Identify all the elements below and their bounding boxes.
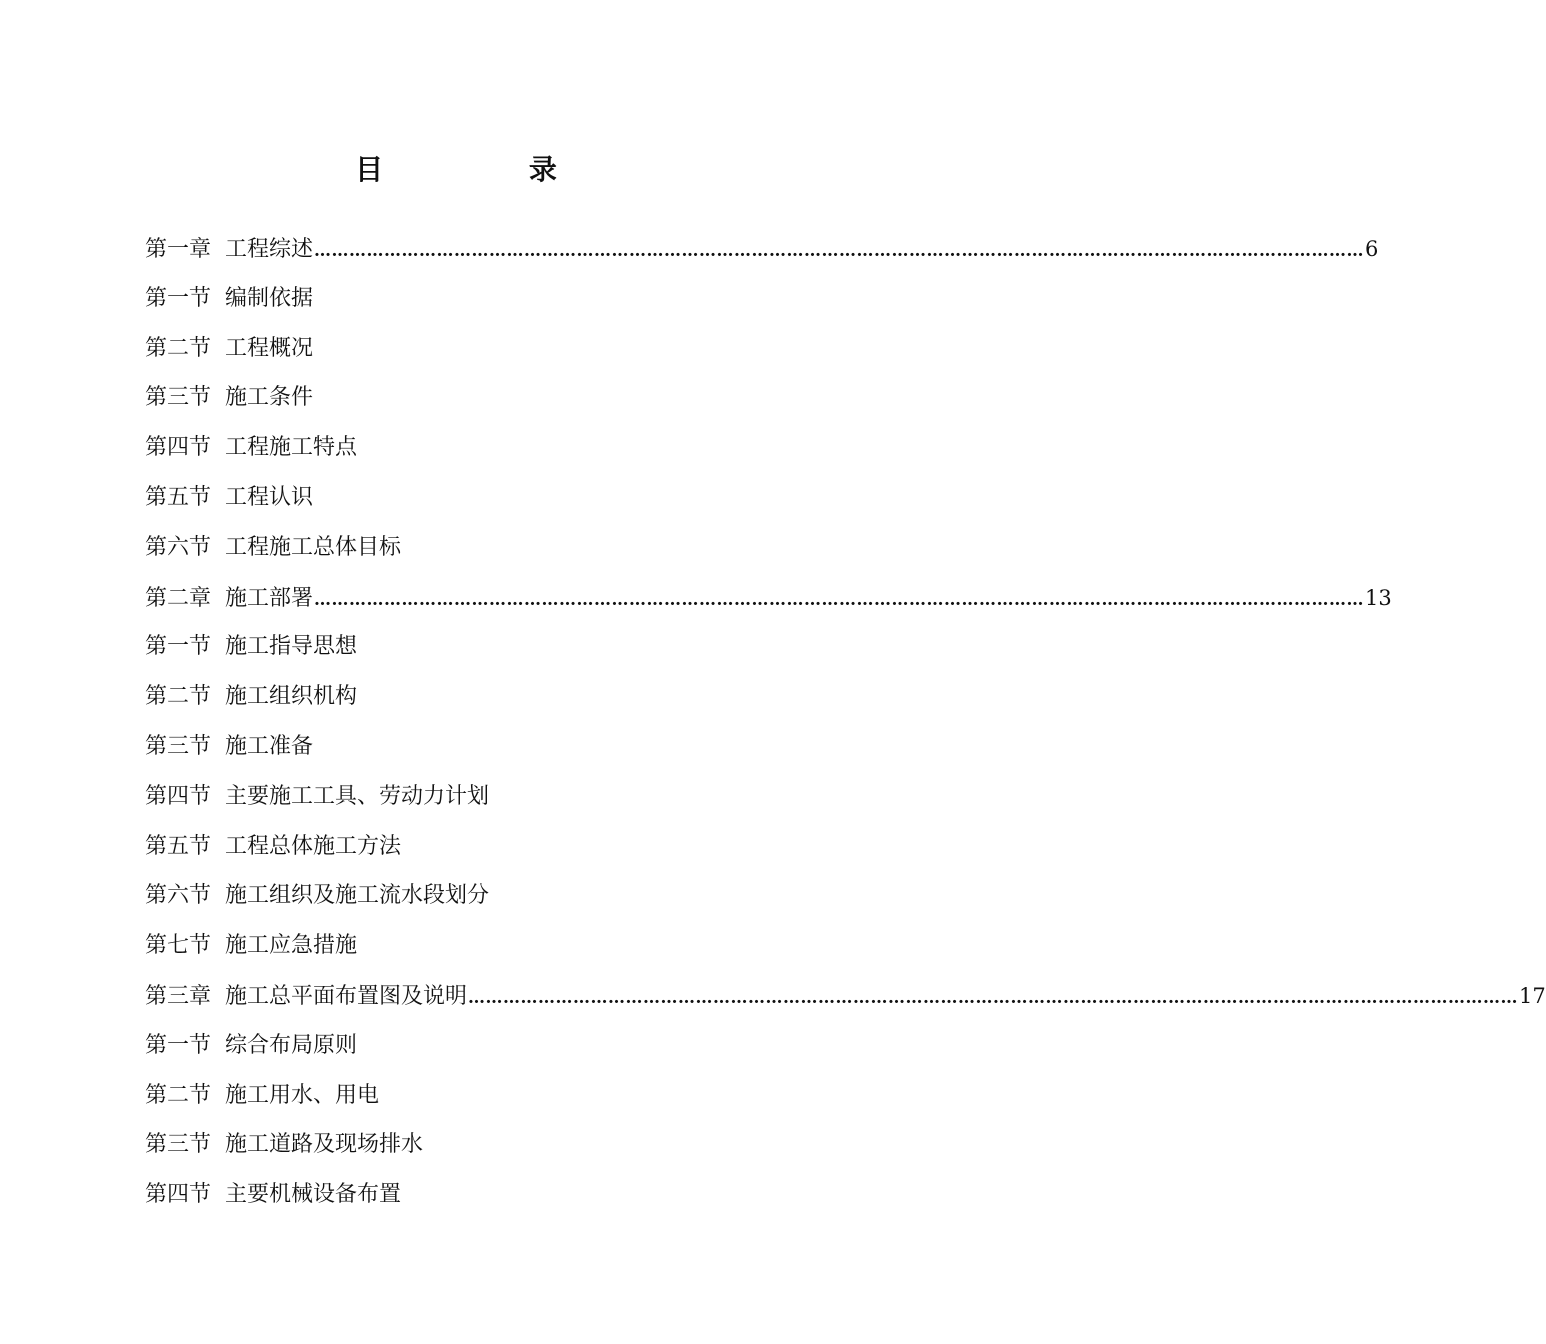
toc-dot-leader: ……………………………………………………………………………………………………………………………………………………………… <box>314 589 1365 610</box>
toc-entry-title: 施工总平面布置图及说明 <box>225 983 468 1009</box>
toc-entry-number: 第七节 <box>145 933 212 959</box>
toc-entry-title: 工程综述 <box>225 237 314 262</box>
toc-section-entry <box>145 478 827 528</box>
toc-section-entry <box>145 1076 827 1126</box>
toc-entry-number: 第五节 <box>145 484 212 510</box>
toc-section-entry <box>145 627 827 677</box>
toc-entry-number: 第二节 <box>145 1082 212 1108</box>
toc-entry-title: 施工指导思想 <box>225 634 358 660</box>
toc-entry-number: 第三节 <box>145 733 212 759</box>
toc-page-number: 13 <box>1365 585 1392 610</box>
toc-entry-title: 施工应急措施 <box>225 933 358 959</box>
toc-entry-number: 第二章 <box>145 585 212 611</box>
toc-section-entry <box>145 279 827 329</box>
toc-entry-number: 第四节 <box>145 783 212 809</box>
toc-entry-title: 施工条件 <box>225 385 314 411</box>
toc-section-entry <box>145 378 827 428</box>
toc-entry-title: 工程施工总体目标 <box>225 534 402 560</box>
toc-chapter-entry <box>145 229 1379 279</box>
toc-entry-title: 工程概况 <box>225 335 314 361</box>
toc-entry-number: 第三章 <box>145 983 212 1009</box>
toc-section-entry <box>145 1026 827 1076</box>
toc-section-entry <box>145 926 827 976</box>
toc-section-entry <box>145 727 827 777</box>
toc-dot-leader: ……………………………………………………………………………………………………………………………………………………………… <box>468 987 1519 1008</box>
toc-entry-title: 编制依据 <box>225 285 314 311</box>
toc-entry-number: 第二节 <box>145 684 212 710</box>
toc-entry-title: 工程施工特点 <box>225 435 358 461</box>
toc-entry-title: 施工准备 <box>225 733 314 759</box>
toc-entry-title: 施工用水、用电 <box>225 1082 380 1108</box>
toc-section-entry <box>145 777 827 827</box>
toc-entry-number: 第一节 <box>145 285 212 311</box>
toc-list <box>145 229 1546 1225</box>
toc-title: 目 录 <box>355 153 625 186</box>
toc-entry-title: 施工组织机构 <box>225 684 358 710</box>
toc-section-entry <box>145 329 827 379</box>
toc-page-number: 6 <box>1365 237 1379 261</box>
toc-entry-title: 工程认识 <box>225 484 314 510</box>
toc-entry-title: 施工道路及现场排水 <box>225 1132 424 1158</box>
toc-dot-leader: ……………………………………………………………………………………………………………………………………………………………… <box>314 241 1365 261</box>
toc-section-entry <box>145 428 827 478</box>
toc-entry-title: 工程总体施工方法 <box>225 833 402 859</box>
toc-entry-number: 第四节 <box>145 435 212 461</box>
toc-entry-title: 综合布局原则 <box>225 1032 358 1058</box>
toc-section-entry <box>145 876 827 926</box>
toc-entry-number: 第四节 <box>145 1182 212 1208</box>
toc-entry-number: 第五节 <box>145 833 212 859</box>
toc-page-number: 17 <box>1519 983 1546 1008</box>
toc-section-entry <box>145 827 827 877</box>
toc-entry-number: 第六节 <box>145 883 212 909</box>
toc-entry-title: 主要施工工具、劳动力计划 <box>225 783 490 809</box>
toc-entry-number: 第一章 <box>145 237 212 262</box>
toc-section-entry <box>145 1125 827 1175</box>
toc-chapter-entry <box>145 976 1546 1026</box>
toc-entry-title: 施工组织及施工流水段划分 <box>225 883 490 909</box>
toc-entry-number: 第一节 <box>145 634 212 660</box>
toc-entry-number: 第三节 <box>145 1132 212 1158</box>
toc-chapter-entry <box>145 578 1392 628</box>
toc-section-entry <box>145 528 827 578</box>
toc-entry-number: 第六节 <box>145 534 212 560</box>
toc-entry-number: 第三节 <box>145 385 212 411</box>
toc-entry-title: 施工部署 <box>225 585 314 611</box>
toc-section-entry <box>145 1175 827 1225</box>
toc-entry-number: 第二节 <box>145 335 212 361</box>
toc-entry-number: 第一节 <box>145 1032 212 1058</box>
toc-entry-title: 主要机械设备布置 <box>225 1182 402 1208</box>
toc-section-entry <box>145 677 827 727</box>
